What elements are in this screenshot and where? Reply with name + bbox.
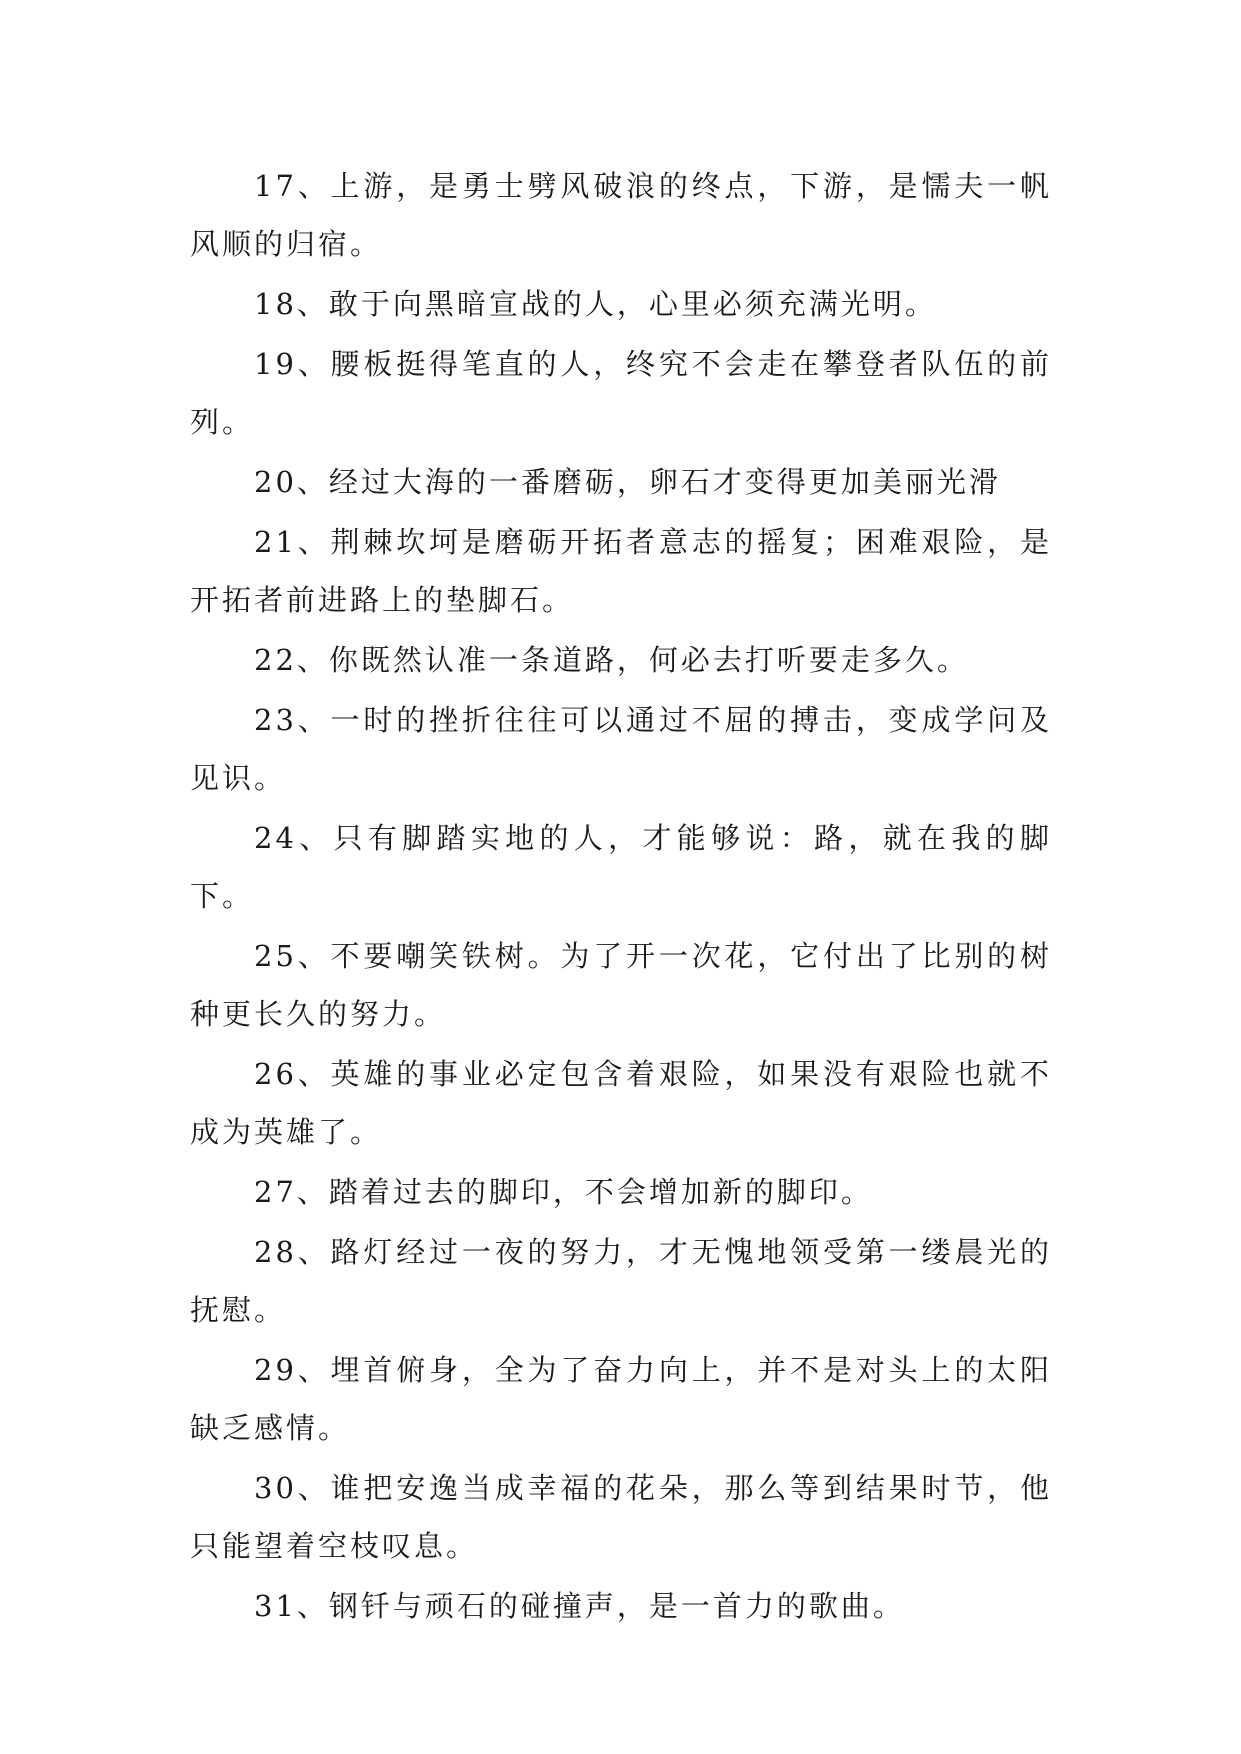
paragraph-28: 28、路灯经过一夜的努力，才无愧地领受第一缕晨光的抚慰。 xyxy=(190,1235,1052,1327)
paragraph-27: 27、踏着过去的脚印，不会增加新的脚印。 xyxy=(254,1175,873,1209)
paragraph-30: 30、谁把安逸当成幸福的花朵，那么等到结果时节，他只能望着空枝叹息。 xyxy=(190,1471,1052,1563)
paragraph-26: 26、英雄的事业必定包含着艰险，如果没有艰险也就不成为英雄了。 xyxy=(190,1057,1052,1149)
paragraph-20: 20、经过大海的一番磨砺，卵石才变得更加美丽光滑 xyxy=(254,465,1001,499)
document-body xyxy=(190,157,1052,1637)
paragraph-23: 23、一时的挫折往往可以通过不屈的搏击，变成学问及见识。 xyxy=(190,703,1052,795)
paragraph-25: 25、不要嘲笑铁树。为了开一次花，它付出了比别的树种更长久的努力。 xyxy=(190,939,1052,1031)
paragraph-18: 18、敢于向黑暗宣战的人，心里必须充满光明。 xyxy=(254,287,937,321)
paragraph-31: 31、钢钎与顽石的碰撞声，是一首力的歌曲。 xyxy=(254,1589,905,1623)
paragraph-24: 24、只有脚踏实地的人，才能够说：路，就在我的脚下。 xyxy=(190,821,1052,913)
paragraph-19: 19、腰板挺得笔直的人，终究不会走在攀登者队伍的前列。 xyxy=(190,347,1052,439)
paragraph-17: 17、上游，是勇士劈风破浪的终点，下游，是懦夫一帆风顺的归宿。 xyxy=(190,169,1052,261)
paragraph-22: 22、你既然认准一条道路，何必去打听要走多久。 xyxy=(254,643,969,677)
paragraph-21: 21、荆棘坎坷是磨砺开拓者意志的摇复；困难艰险，是开拓者前进路上的垫脚石。 xyxy=(190,525,1052,617)
paragraph-29: 29、埋首俯身，全为了奋力向上，并不是对头上的太阳缺乏感情。 xyxy=(190,1353,1052,1445)
